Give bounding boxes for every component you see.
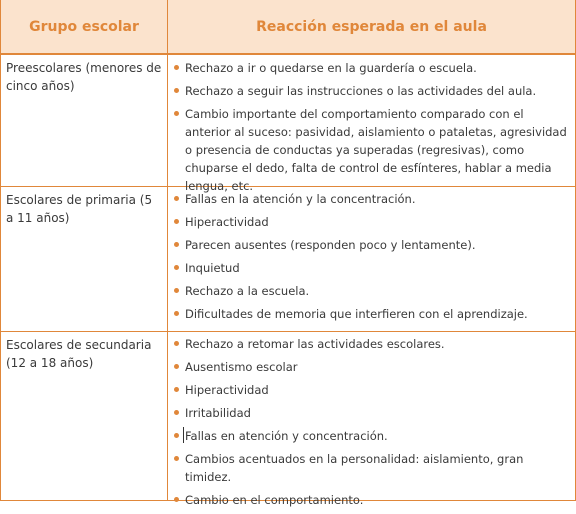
row-divider bbox=[1, 331, 575, 332]
list-item: Inquietud bbox=[171, 259, 571, 277]
list-item: Cambio en el comportamiento. bbox=[171, 491, 571, 509]
list-item: Hiperactividad bbox=[171, 213, 571, 231]
row-group-label: Preescolares (menores de cinco años) bbox=[6, 61, 162, 93]
list-item: Rechazo a la escuela. bbox=[171, 282, 571, 300]
list-item: Hiperactividad bbox=[171, 381, 571, 399]
row-group-label: Escolares de secundaria (12 a 18 años) bbox=[6, 338, 152, 370]
list-item: Fallas en la atención y la concentración. bbox=[171, 190, 571, 208]
header-group: Grupo escolar bbox=[29, 18, 139, 35]
reaction-list bbox=[171, 335, 571, 514]
list-item: Rechazo a seguir las instrucciones o las actividades del aula. bbox=[171, 82, 571, 100]
list-item: Ausentismo escolar bbox=[171, 358, 571, 376]
column-divider bbox=[167, 0, 168, 501]
list-item: Irritabilidad bbox=[171, 404, 571, 422]
reaction-list bbox=[171, 190, 571, 328]
table-header bbox=[1, 0, 575, 55]
header-reaction: Reacción esperada en el aula bbox=[256, 18, 487, 35]
list-item: Parecen ausentes (responden poco y lentamente). bbox=[171, 236, 571, 254]
row-group-label: Escolares de primaria (5 a 11 años) bbox=[6, 193, 153, 225]
list-item: Dificultades de memoria que interfieren con el aprendizaje. bbox=[171, 305, 571, 323]
list-item: Rechazo a ir o quedarse en la guardería o escuela. bbox=[171, 59, 571, 77]
list-item: Rechazo a retomar las actividades escolares. bbox=[171, 335, 571, 353]
text-cursor bbox=[183, 427, 184, 443]
list-item: Fallas en atención y concentración. bbox=[171, 427, 571, 445]
list-item: Cambio importante del comportamiento comparado con el anterior al suceso: pasividad, aislamiento o pataletas, agresividad o presencia de conductas ya superadas (regresivas), como chuparse el dedo, falta de control de esfínteres, hablar a media lengua, etc. bbox=[171, 105, 571, 195]
list-item: Cambios acentuados en la personalidad: aislamiento, gran timidez. bbox=[171, 450, 571, 486]
reaction-list bbox=[171, 59, 571, 200]
